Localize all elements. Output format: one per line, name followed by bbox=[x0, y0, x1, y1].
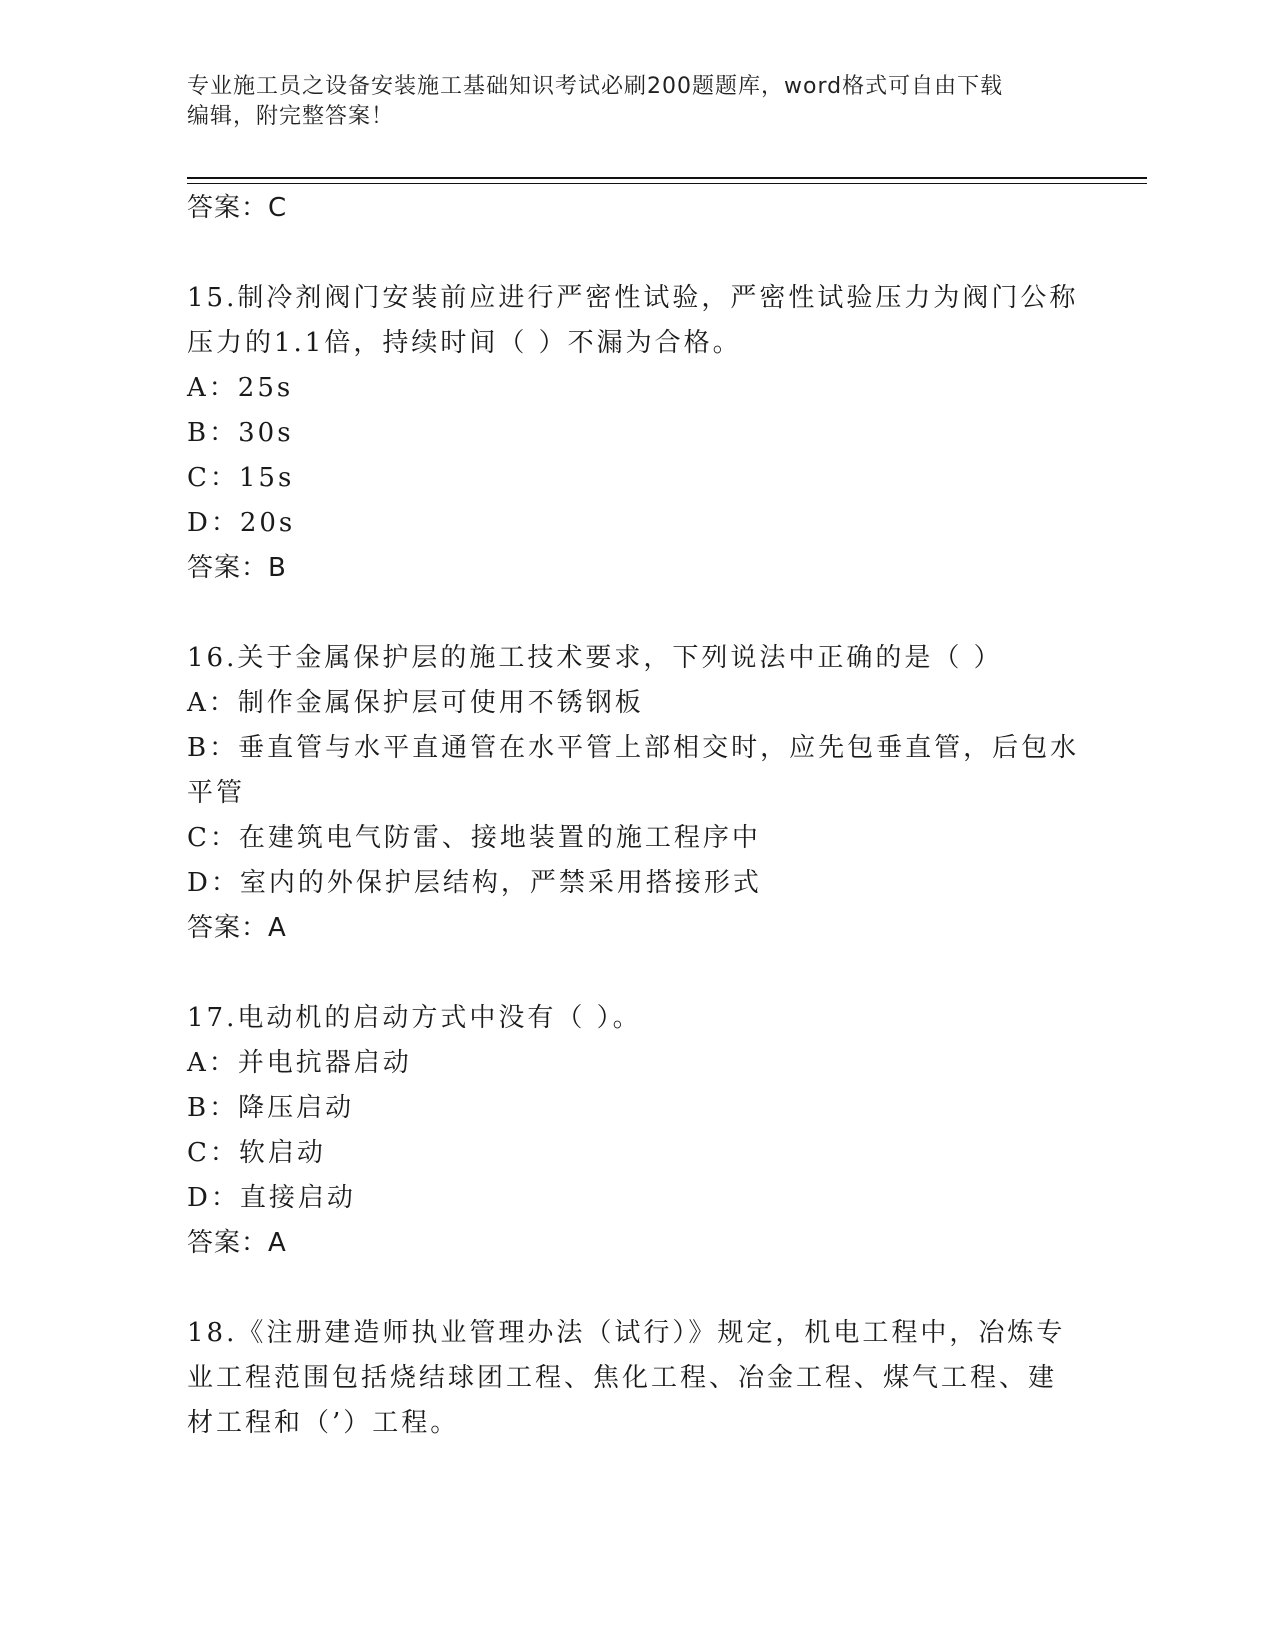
option-d: D：20s bbox=[187, 508, 296, 538]
answer-line: 答案：A bbox=[187, 913, 287, 943]
question-text: 18.《注册建造师执业管理办法（试行）》规定，机电工程中，冶炼专 bbox=[187, 1318, 1066, 1348]
option-a: A：25s bbox=[187, 373, 294, 403]
answer-line: 答案：C bbox=[187, 193, 288, 223]
header-line-2: 编辑，附完整答案！ bbox=[187, 104, 395, 129]
option-d: D：直接启动 bbox=[187, 1183, 356, 1213]
option-c: C：在建筑电气防雷、接地装置的施工程序中 bbox=[187, 823, 761, 853]
page-header bbox=[187, 72, 1067, 132]
question-text: 材工程和（’）工程。 bbox=[187, 1408, 460, 1438]
question-16 bbox=[187, 636, 1080, 951]
question-15 bbox=[187, 276, 1077, 591]
option-b: B：降压启动 bbox=[187, 1093, 355, 1123]
option-b: B：垂直管与水平直通管在水平管上部相交时，应先包垂直管，后包水 bbox=[187, 733, 1080, 763]
spacer bbox=[187, 591, 1077, 636]
option-a: A：并电抗器启动 bbox=[187, 1048, 412, 1078]
answer-line: 答案：A bbox=[187, 1228, 287, 1258]
option-d: D：室内的外保护层结构，严禁采用搭接形式 bbox=[187, 868, 762, 898]
option-b: B：30s bbox=[187, 418, 294, 448]
option-c: C：软启动 bbox=[187, 1138, 326, 1168]
spacer bbox=[187, 951, 1077, 996]
question-text: 17.电动机的启动方式中没有（ ）。 bbox=[187, 1003, 642, 1033]
option-b-continued: 平管 bbox=[187, 778, 246, 808]
header-rule-thick bbox=[187, 177, 1147, 179]
question-text: 业工程范围包括烧结球团工程、焦化工程、冶金工程、煤气工程、建 bbox=[187, 1363, 1058, 1393]
question-text: 压力的1.1倍，持续时间（ ）不漏为合格。 bbox=[187, 328, 742, 358]
question-text: 15.制冷剂阀门安装前应进行严密性试验，严密性试验压力为阀门公称 bbox=[187, 283, 1079, 313]
question-text: 16.关于金属保护层的施工技术要求，下列说法中正确的是（ ） bbox=[187, 643, 1003, 673]
header-line-1: 专业施工员之设备安装施工基础知识考试必刷200题题库，word格式可自由下载 bbox=[187, 74, 1004, 99]
answer-line: 答案：B bbox=[187, 553, 287, 583]
document-body bbox=[187, 186, 1080, 1446]
header-rule-thin bbox=[187, 183, 1147, 184]
question-17 bbox=[187, 996, 1077, 1266]
spacer bbox=[187, 1266, 1077, 1311]
spacer bbox=[187, 231, 1077, 276]
option-c: C：15s bbox=[187, 463, 295, 493]
option-a: A：制作金属保护层可使用不锈钢板 bbox=[187, 688, 644, 718]
question-18 bbox=[187, 1311, 1077, 1446]
